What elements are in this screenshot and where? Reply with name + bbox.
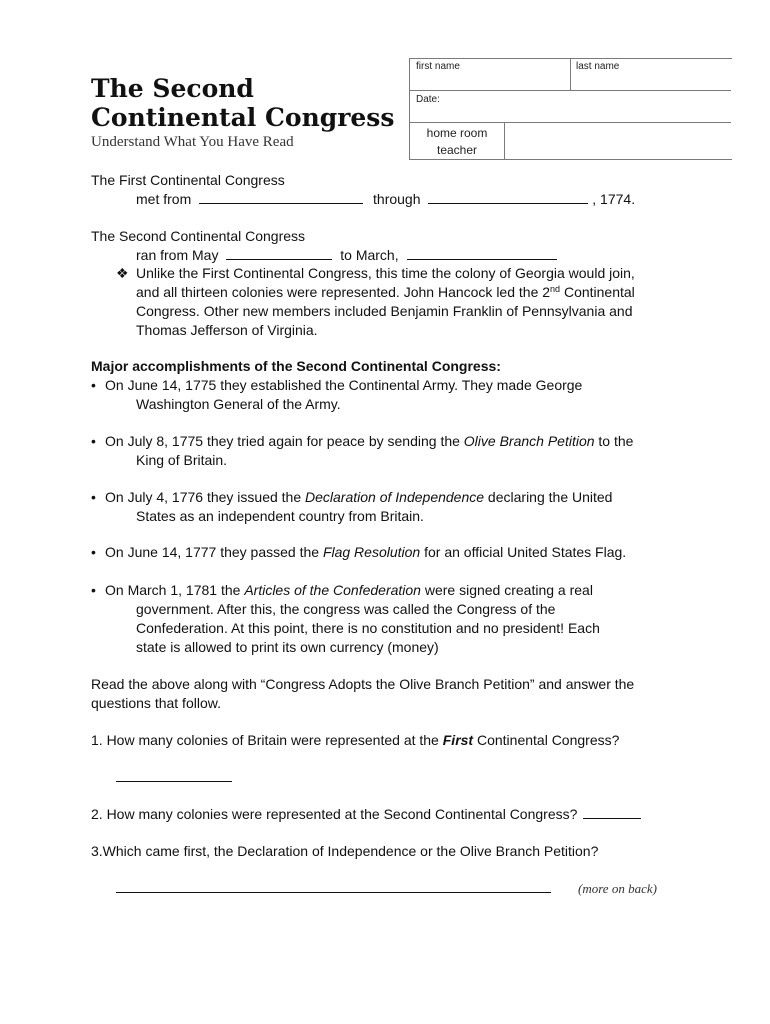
title-line-1: The Second xyxy=(91,74,254,103)
question-1 xyxy=(91,731,619,750)
questions-intro xyxy=(91,675,634,713)
question-2 xyxy=(91,805,641,824)
ran-from-blank[interactable] xyxy=(226,247,332,260)
note-line-3: Congress. Other new members included Benjamin Franklin of Pennsylvania and xyxy=(136,303,633,319)
intro-line1: Read the above along with “Congress Adopts the Olive Branch Petition” and answer the xyxy=(91,676,635,692)
item5-italic: Articles of the Confederation xyxy=(244,582,421,598)
item4-post: for an official United States Flag. xyxy=(420,544,627,560)
q2-text: 2. How many colonies were represented at the Second Continental Congress? xyxy=(91,806,578,822)
bullet-icon: • xyxy=(91,544,96,560)
to-march-text: to March, xyxy=(340,247,399,263)
item2-pre: On July 8, 1775 they tried again for peace by sending the xyxy=(105,433,464,449)
accomplishment-item-4 xyxy=(105,543,626,562)
item3-post: declaring the United xyxy=(484,489,613,505)
item5-line4: state is allowed to print its own currency (money) xyxy=(136,639,439,655)
date-field[interactable] xyxy=(450,93,728,120)
ran-from-text: ran from May xyxy=(136,247,219,263)
item2-line2: King of Britain. xyxy=(136,452,228,468)
first-name-field[interactable] xyxy=(412,73,567,89)
second-congress-line: The Second Continental Congress xyxy=(91,228,306,244)
more-on-back-note: (more on back) xyxy=(578,881,657,896)
item2-post: to the xyxy=(594,433,634,449)
accomplishment-item-1 xyxy=(105,376,582,414)
note-line-2 xyxy=(136,283,635,302)
last-name-label: last name xyxy=(576,61,620,72)
note-line-1: Unlike the First Continental Congress, this time the colony of Georgia would join, xyxy=(136,265,635,281)
page-title xyxy=(91,74,411,132)
question-3: 3.Which came first, the Declaration of Independence or the Olive Branch Petition? xyxy=(91,843,599,859)
note-line-2a: and all thirteen colonies were represented. John Hancock led the 2 xyxy=(136,284,551,300)
q1-answer-blank[interactable] xyxy=(116,781,232,782)
item3-pre: On July 4, 1776 they issued the xyxy=(105,489,306,505)
q3-answer-blank[interactable] xyxy=(116,892,551,893)
bullet-icon: • xyxy=(91,377,96,393)
item4-pre: On June 14, 1777 they passed the xyxy=(105,544,323,560)
first-name-label: first name xyxy=(416,61,460,72)
item5-pre: On March 1, 1781 the xyxy=(105,582,245,598)
item2-italic: Olive Branch Petition xyxy=(463,433,595,449)
note-line-4: Thomas Jefferson of Virginia. xyxy=(136,322,318,338)
through-blank[interactable] xyxy=(428,191,588,204)
item5-line3: Confederation. At this point, there is no constitution and no president! Each xyxy=(136,620,600,636)
bullet-icon: • xyxy=(91,433,96,449)
item3-line2: States as an independent country from Britain. xyxy=(136,508,424,524)
year-text: , 1774. xyxy=(592,191,636,207)
accomplishments-heading: Major accomplishments of the Second Continental Congress: xyxy=(91,358,501,374)
to-march-blank[interactable] xyxy=(407,247,557,260)
q1-pre: 1. How many colonies of Britain were represented at the xyxy=(91,732,443,748)
item5-line2: government. After this, the congress was called the Congress of the xyxy=(136,601,556,617)
accomplishment-item-2 xyxy=(105,432,633,470)
first-congress-dates xyxy=(136,190,635,209)
last-name-field[interactable] xyxy=(572,73,728,89)
accomplishment-item-3 xyxy=(105,488,612,526)
item1-line2: Washington General of the Army. xyxy=(136,396,341,412)
second-congress-dates xyxy=(136,246,557,265)
georgia-note xyxy=(136,264,635,340)
date-label: Date: xyxy=(416,94,440,105)
homeroom-label-line1: home room xyxy=(426,126,488,140)
student-info-box xyxy=(409,58,732,160)
met-from-blank[interactable] xyxy=(199,191,363,204)
through-text: through xyxy=(373,191,421,207)
q2-answer-blank[interactable] xyxy=(583,806,641,819)
note-line-2b: Continental xyxy=(560,284,635,300)
item1-line1: On June 14, 1775 they established the Continental Army. They made George xyxy=(105,377,583,393)
homeroom-label-line2: teacher xyxy=(436,143,478,157)
item3-italic: Declaration of Independence xyxy=(305,489,485,505)
accomplishment-item-5 xyxy=(105,581,600,657)
homeroom-teacher-field[interactable] xyxy=(507,125,728,157)
item4-italic: Flag Resolution xyxy=(322,544,421,560)
title-line-2: Continental Congress xyxy=(91,103,395,132)
note-superscript: nd xyxy=(550,284,561,294)
diamond-bullet-icon: ❖ xyxy=(116,265,129,281)
intro-line2: questions that follow. xyxy=(91,695,221,711)
bullet-icon: • xyxy=(91,582,96,598)
page-subtitle: Understand What You Have Read xyxy=(91,134,294,150)
first-congress-line: The First Continental Congress xyxy=(91,172,285,188)
q1-post: Continental Congress? xyxy=(473,732,620,748)
item5-post: were signed creating a real xyxy=(420,582,593,598)
met-from-text: met from xyxy=(136,191,192,207)
bullet-icon: • xyxy=(91,489,96,505)
q1-emphasis: First xyxy=(442,732,474,748)
homeroom-teacher-label xyxy=(414,125,500,159)
